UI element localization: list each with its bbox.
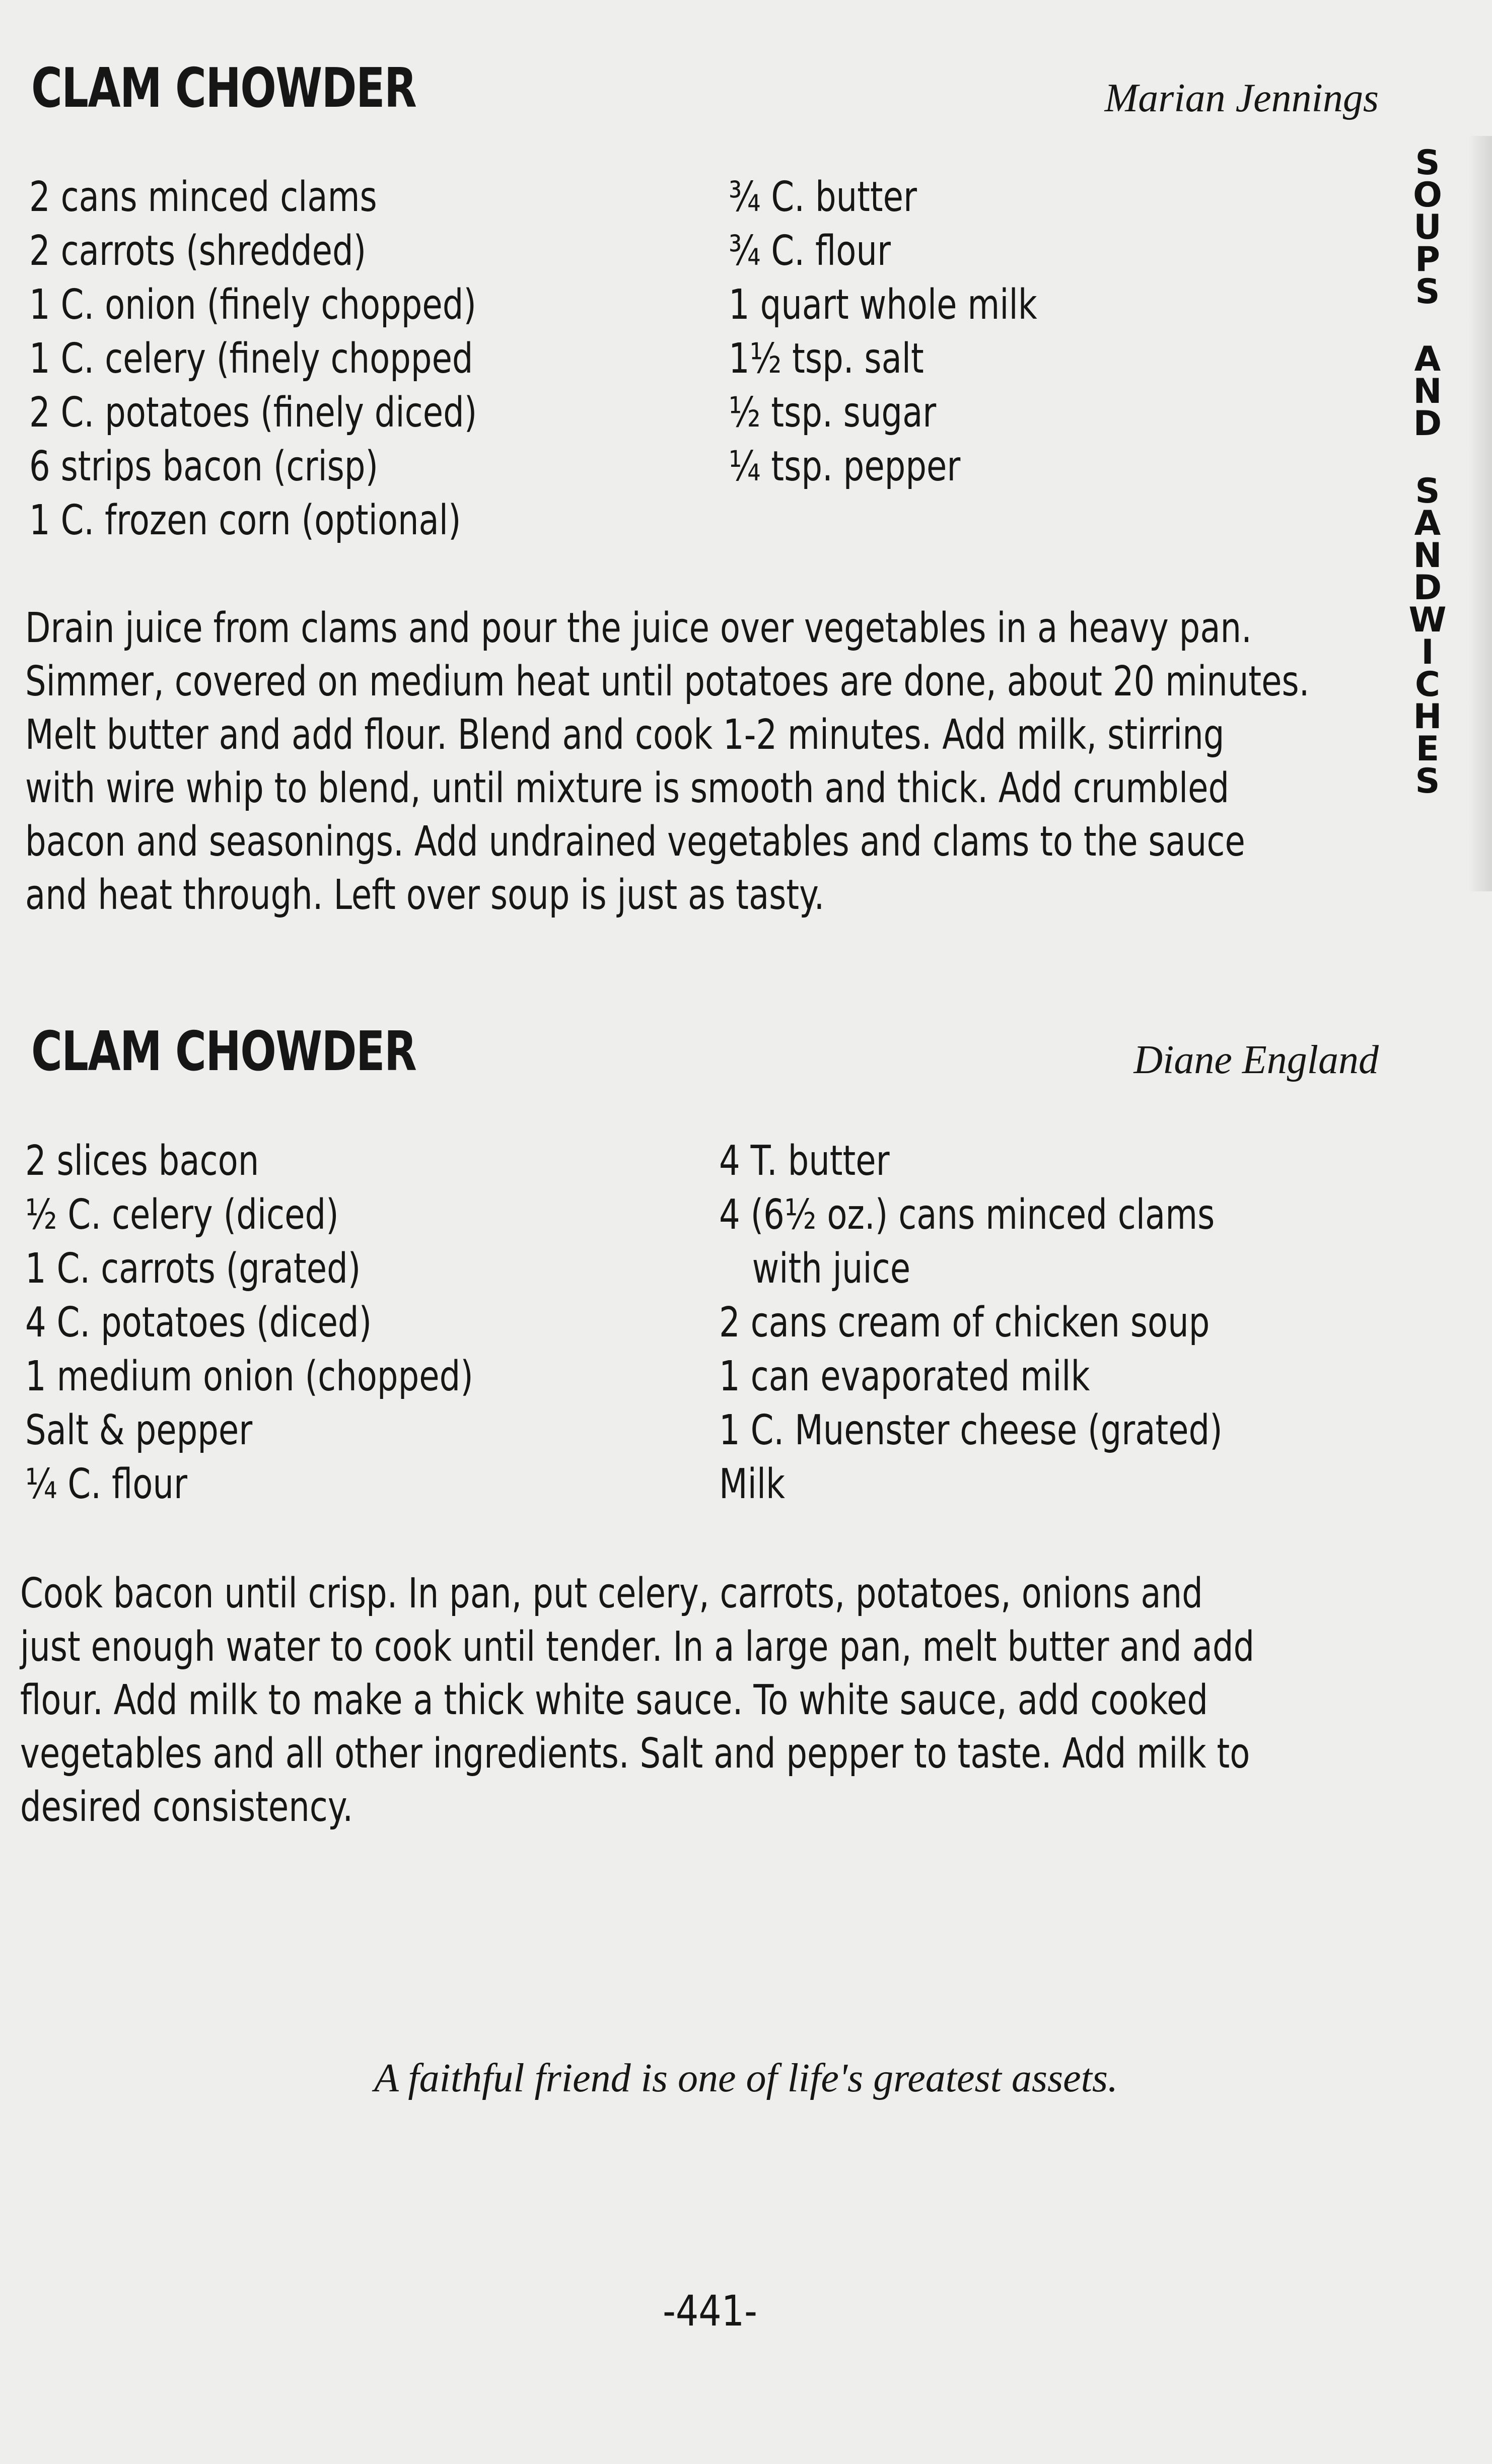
side-tab-letter: S xyxy=(1415,272,1440,312)
ingredient: 1 C. celery (finely chopped xyxy=(29,335,473,383)
ingredient: 1 C. carrots (grated) xyxy=(25,1245,361,1293)
ingredient: 2 cans minced clams xyxy=(29,173,377,221)
recipe-author: Marian Jennings xyxy=(1104,76,1379,120)
section-side-tab xyxy=(1405,143,1450,833)
directions-line: just enough water to cook until tender. In a large pan, melt butter and add xyxy=(20,1623,1255,1671)
side-tab-letter: N xyxy=(1413,372,1442,411)
ingredient: Milk xyxy=(719,1460,786,1508)
directions-line: Drain juice from clams and pour the juice over vegetables in a heavy pan. xyxy=(25,604,1252,652)
directions-line: with wire whip to blend, until mixture is smooth and thick. Add crumbled xyxy=(25,764,1230,812)
ingredient: 1 can evaporated milk xyxy=(719,1353,1090,1400)
ingredient: 4 C. potatoes (diced) xyxy=(25,1299,372,1347)
ingredient: ½ tsp. sugar xyxy=(729,389,937,437)
ingredient: ½ C. celery (diced) xyxy=(25,1191,339,1239)
ingredient: 2 carrots (shredded) xyxy=(29,227,367,275)
ingredients-left-column xyxy=(29,170,589,547)
side-tab-letter: N xyxy=(1413,536,1442,576)
ingredient: ¾ C. flour xyxy=(729,227,891,275)
ingredient: 6 strips bacon (crisp) xyxy=(29,443,379,490)
side-tab-word-soups xyxy=(1405,143,1450,312)
side-tab-letter: P xyxy=(1415,240,1440,279)
ingredient: 1 C. frozen corn (optional) xyxy=(29,497,461,544)
directions-line: desired consistency. xyxy=(20,1783,353,1831)
page-edge-shadow xyxy=(1468,136,1492,891)
side-tab-letter: H xyxy=(1413,697,1442,737)
side-tab-letter: S xyxy=(1415,143,1440,183)
ingredient-continuation: with juice xyxy=(752,1245,911,1293)
ingredient: 1 medium onion (chopped) xyxy=(25,1353,473,1400)
recipe-directions xyxy=(25,602,1385,922)
directions-line: and heat through. Left over soup is just as tasty. xyxy=(25,871,825,919)
ingredient: ¼ tsp. pepper xyxy=(729,443,961,490)
recipe-author: Diane England xyxy=(1133,1038,1379,1082)
directions-line: bacon and seasonings. Add undrained vegetables and clams to the sauce xyxy=(25,818,1245,866)
ingredient: 2 cans cream of chicken soup xyxy=(719,1299,1210,1347)
ingredient: 2 slices bacon xyxy=(25,1137,259,1185)
directions-line: Melt butter and add flour. Blend and cook 1-2 minutes. Add milk, stirring xyxy=(25,711,1225,759)
ingredient: ¾ C. butter xyxy=(729,173,917,221)
directions-line: Simmer, covered on medium heat until potatoes are done, about 20 minutes. xyxy=(25,658,1310,706)
ingredient: 4 T. butter xyxy=(719,1137,890,1185)
ingredients-right-column xyxy=(729,170,1114,494)
ingredient: 1½ tsp. salt xyxy=(729,335,924,383)
side-tab-letter: E xyxy=(1415,729,1440,769)
side-tab-word-sandwiches xyxy=(1405,471,1450,801)
side-tab-letter: C xyxy=(1415,665,1440,705)
side-tab-letter: D xyxy=(1413,404,1442,444)
ingredient: 1 C. Muenster cheese (grated) xyxy=(719,1406,1223,1454)
ingredient: ¼ C. flour xyxy=(25,1460,187,1508)
side-tab-letter: I xyxy=(1421,632,1434,672)
side-tab-word-and xyxy=(1405,339,1450,444)
ingredient: 1 quart whole milk xyxy=(729,281,1037,329)
side-tab-letter: S xyxy=(1415,471,1440,511)
side-tab-letter: A xyxy=(1414,339,1441,379)
recipe-directions xyxy=(20,1567,1380,1834)
recipe-title: CLAM CHOWDER xyxy=(31,57,416,120)
recipe-title: CLAM CHOWDER xyxy=(31,1020,416,1083)
directions-line: flour. Add milk to make a thick white sauce. To white sauce, add cooked xyxy=(20,1676,1209,1724)
side-tab-letter: O xyxy=(1413,175,1442,215)
ingredient: 4 (6½ oz.) cans minced clams xyxy=(719,1191,1215,1239)
directions-line: Cook bacon until crisp. In pan, put celery, carrots, potatoes, onions and xyxy=(20,1570,1203,1617)
ingredient: 1 C. onion (finely chopped) xyxy=(29,281,477,329)
directions-line: vegetables and all other ingredients. Salt and pepper to taste. Add milk to xyxy=(20,1730,1250,1778)
inspirational-quote: A faithful friend is one of life's greatest assets. xyxy=(374,2056,1118,2100)
side-tab-letter: A xyxy=(1414,504,1441,543)
side-tab-letter: S xyxy=(1415,761,1440,801)
ingredient: Salt & pepper xyxy=(25,1406,253,1454)
side-tab-letter: U xyxy=(1413,207,1442,247)
ingredient: 2 C. potatoes (finely diced) xyxy=(29,389,477,437)
side-tab-letter: W xyxy=(1408,600,1447,640)
page-number: -441- xyxy=(663,2286,757,2336)
ingredients-right-column xyxy=(719,1134,1348,1511)
ingredients-left-column xyxy=(25,1134,585,1511)
side-tab-letter: D xyxy=(1413,568,1442,608)
